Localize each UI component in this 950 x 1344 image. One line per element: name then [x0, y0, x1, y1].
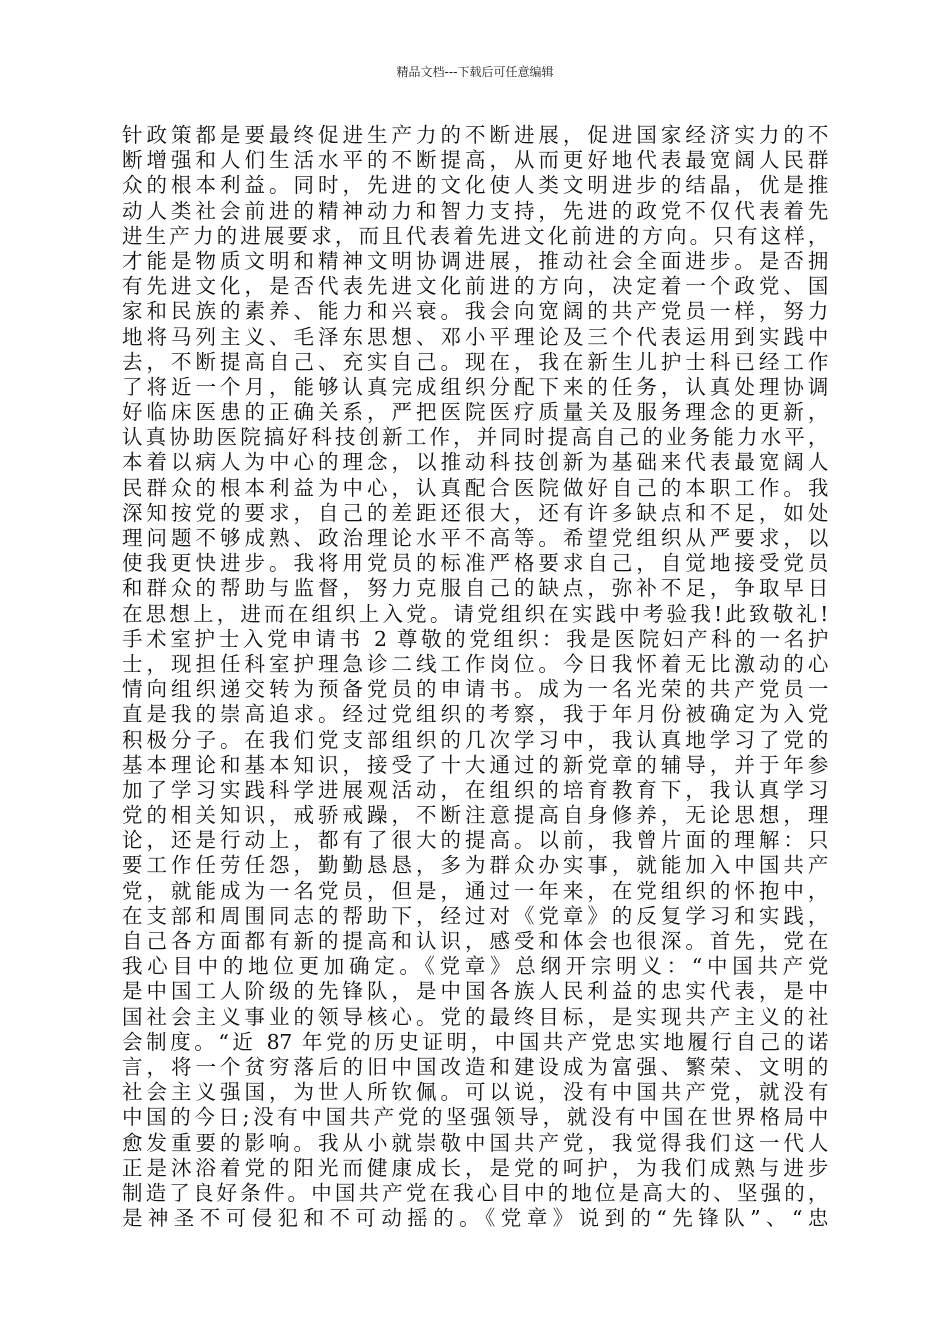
- text-line: 去，不断提高自己、充实自己。现在，我在新生儿护士科已经工作: [122, 349, 828, 374]
- text-line: 民群众的根本利益为中心，认真配合医院做好自己的本职工作。我: [122, 475, 828, 500]
- text-line: 要工作任劳任怨，勤勤恳恳，多为群众办实事，就能加入中国共产: [122, 853, 828, 878]
- page-header: 精品文档---下载后可任意编辑: [396, 65, 554, 79]
- text-line: 众的根本利益。同时，先进的文化使人类文明进步的结晶，优是推: [122, 173, 828, 198]
- text-line: 有先进文化，是否代表先进文化前进的方向，决定着一个政党、国: [122, 274, 828, 299]
- text-line: 使我更快进步。我将用党员的标准严格要求自己，自觉地接受党员: [122, 551, 828, 576]
- text-line: 本着以病人为中心的理念，以推动科技创新为基础来代表最宽阔人: [122, 450, 828, 475]
- text-line: 手术室护士入党申请书 2 尊敬的党组织：我是医院妇产科的一名护: [122, 626, 828, 651]
- text-line: 在支部和周围同志的帮助下，经过对《党章》的反复学习和实践，: [122, 903, 828, 928]
- text-line: 认真协助医院搞好科技创新工作，并同时提高自己的业务能力水平，: [122, 425, 828, 450]
- text-line: 进生产力的进展要求，而且代表着先进文化前进的方向。只有这样，: [122, 223, 828, 248]
- text-line: 加了学习实践科学进展观活动，在组织的培育教育下，我认真学习: [122, 777, 828, 802]
- text-line: 论，还是行动上，都有了很大的提高。以前，我曾片面的理解：只: [122, 828, 828, 853]
- text-line: 基本理论和基本知识，接受了十大通过的新党章的辅导，并于年参: [122, 752, 828, 777]
- text-line: 中国的今日;没有中国共产党的坚强领导，就没有中国在世界格局中: [122, 1105, 828, 1130]
- text-line: 地将马列主义、毛泽东思想、邓小平理论及三个代表运用到实践中: [122, 324, 828, 349]
- text-line: 会制度。“近 87 年党的历史证明，中国共产党忠实地履行自己的诺: [122, 1029, 828, 1054]
- text-line: 是神圣不可侵犯和不可动摇的。《党章》说到的“先锋队”、“忠: [122, 1206, 828, 1231]
- text-line: 针政策都是要最终促进生产力的不断进展，促进国家经济实力的不: [122, 123, 828, 147]
- text-line: 士，现担任科室护理急诊二线工作岗位。今日我怀着无比激动的心: [122, 651, 828, 676]
- text-line: 直是我的崇高追求。经过党组织的考察，我于年月份被确定为入党: [122, 702, 828, 727]
- text-line: 好临床医患的正确关系，严把医院医疗质量关及服务理念的更新，: [122, 400, 828, 425]
- text-line: 才能是物质文明和精神文明协调进展，推动社会全面进步。是否拥: [122, 248, 828, 273]
- text-line: 正是沐浴着党的阳光而健康成长，是党的呵护，为我们成熟与进步: [122, 1155, 828, 1180]
- text-line: 家和民族的素养、能力和兴衰。我会向宽阔的共产党员一样，努力: [122, 299, 828, 324]
- text-line: 自己各方面都有新的提高和认识，感受和体会也很深。首先，党在: [122, 929, 828, 953]
- text-line: 断增强和人们生活水平的不断提高，从而更好地代表最宽阔人民群: [122, 148, 828, 173]
- text-line: 言，将一个贫穷落后的旧中国改造和建设成为富强、繁荣、文明的: [122, 1054, 828, 1079]
- text-line: 了将近一个月，能够认真完成组织分配下来的任务，认真处理协调: [122, 374, 828, 399]
- text-line: 理问题不够成熟、政治理论水平不高等。希望党组织从严要求，以: [122, 526, 828, 550]
- text-line: 深知按党的要求，自己的差距还很大，还有许多缺点和不足，如处: [122, 500, 828, 525]
- text-line: 动人类社会前进的精神动力和智力支持，先进的政党不仅代表着先: [122, 198, 828, 223]
- text-line: 在思想上，进而在组织上入党。请党组织在实践中考验我!此致敬礼!: [122, 601, 828, 626]
- document-body: [122, 123, 828, 1231]
- text-line: 是中国工人阶级的先锋队，是中国各族人民利益的忠实代表，是中: [122, 979, 828, 1004]
- text-line: 党的相关知识，戒骄戒躁，不断注意提高自身修养，无论思想，理: [122, 803, 828, 828]
- text-line: 情向组织递交转为预备党员的申请书。成为一名光荣的共产党员一: [122, 677, 828, 702]
- text-line: 和群众的帮助与监督，努力克服自己的缺点，弥补不足，争取早日: [122, 576, 828, 601]
- text-line: 愈发重要的影响。我从小就崇敬中国共产党，我觉得我们这一代人: [122, 1130, 828, 1155]
- text-line: 制造了良好条件。中国共产党在我心目中的地位是高大的、坚强的，: [122, 1180, 828, 1205]
- text-line: 积极分子。在我们党支部组织的几次学习中，我认真地学习了党的: [122, 727, 828, 752]
- text-line: 党，就能成为一名党员，但是，通过一年来，在党组织的怀抱中，: [122, 878, 828, 903]
- text-line: 我心目中的地位更加确定。《党章》总纲开宗明义：“中国共产党: [122, 954, 828, 979]
- text-line: 社会主义强国，为世人所钦佩。可以说，没有中国共产党，就没有: [122, 1080, 828, 1105]
- text-line: 国社会主义事业的领导核心。党的最终目标，是实现共产主义的社: [122, 1004, 828, 1029]
